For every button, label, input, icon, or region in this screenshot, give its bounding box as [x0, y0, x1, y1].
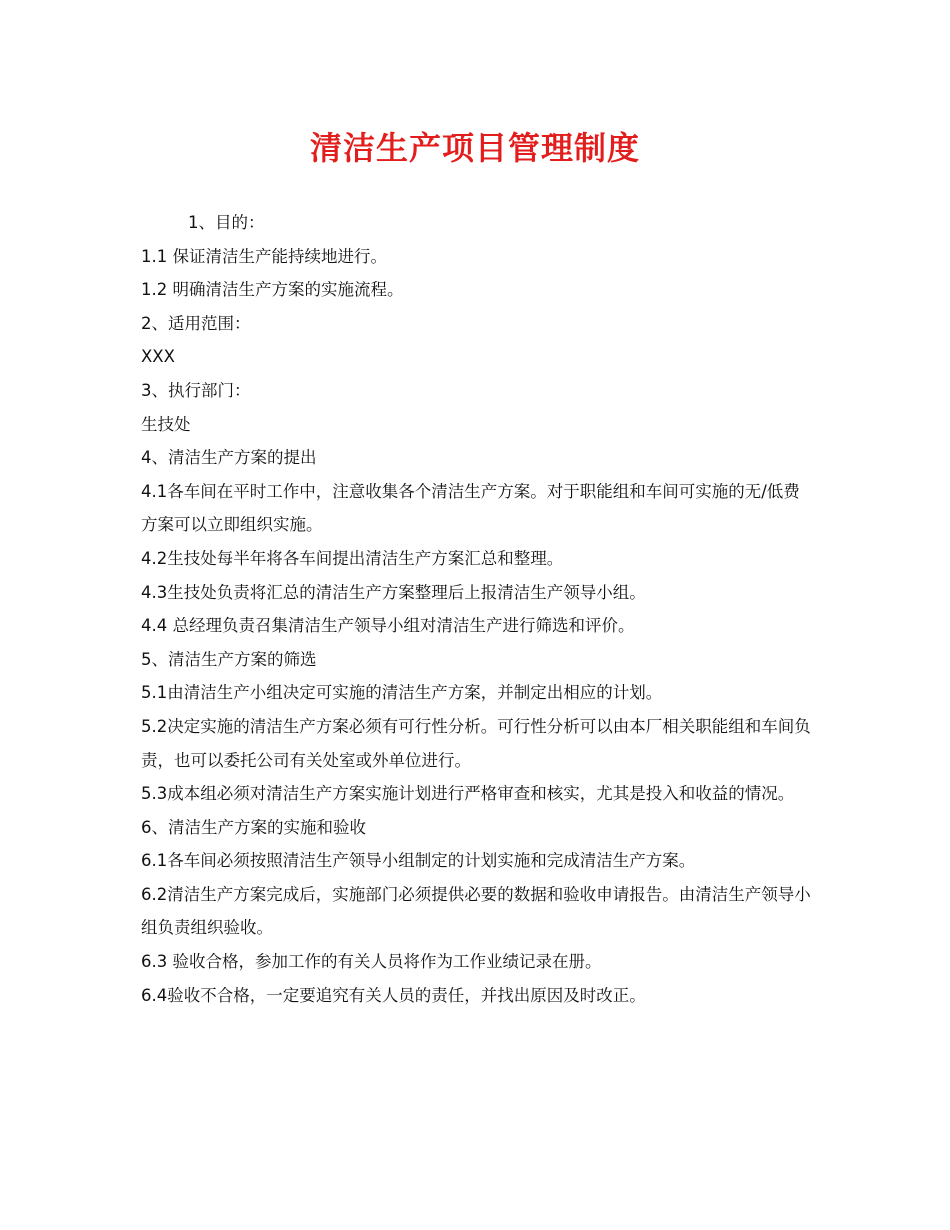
paragraph-5-1: 5.1由清洁生产小组决定可实施的清洁生产方案，并制定出相应的计划。 — [141, 683, 663, 703]
paragraph-scope-value: XXX — [141, 347, 175, 367]
section-heading-proposal: 4、清洁生产方案的提出 — [141, 448, 317, 468]
paragraph-4-4: 4.4 总经理负责召集清洁生产领导小组对清洁生产进行筛选和评价。 — [141, 616, 635, 636]
section-heading-screening: 5、清洁生产方案的筛选 — [141, 649, 317, 669]
paragraph-6-2: 6.2清洁生产方案完成后，实施部门必须提供必要的数据和验收申请报告。由清洁生产领导小组负责组织验收。 — [141, 884, 811, 938]
document-title: 清洁生产项目管理制度 — [309, 129, 640, 167]
paragraph-5-2: 5.2决定实施的清洁生产方案必须有可行性分析。可行性分析可以由本厂相关职能组和车间负责，也可以委托公司有关处室或外单位进行。 — [141, 716, 811, 770]
section-heading-purpose: 1、目的： — [188, 213, 265, 232]
paragraph-1-1: 1.1 保证清洁生产能持续地进行。 — [141, 246, 387, 266]
paragraph-6-4: 6.4验收不合格，一定要追究有关人员的责任，并找出原因及时改正。 — [141, 985, 646, 1005]
paragraph-1-2: 1.2 明确清洁生产方案的实施流程。 — [141, 280, 404, 300]
paragraph-4-2: 4.2生技处每半年将各车间提出清洁生产方案汇总和整理。 — [141, 548, 564, 568]
paragraph-4-3: 4.3生技处负责将汇总的清洁生产方案整理后上报清洁生产领导小组。 — [141, 582, 646, 602]
paragraph-department-value: 生技处 — [141, 414, 191, 434]
document-body — [141, 206, 813, 1012]
section-heading-scope: 2、适用范围： — [141, 313, 251, 333]
section-heading-implementation: 6、清洁生产方案的实施和验收 — [141, 817, 366, 837]
paragraph-4-1: 4.1各车间在平时工作中，注意收集各个清洁生产方案。对于职能组和车间可实施的无/低费方案可以立即组织实施。 — [141, 481, 800, 535]
paragraph-6-1: 6.1各车间必须按照清洁生产领导小组制定的计划实施和完成清洁生产方案。 — [141, 851, 696, 871]
paragraph-6-3: 6.3 验收合格，参加工作的有关人员将作为工作业绩记录在册。 — [141, 952, 602, 972]
paragraph-5-3: 5.3成本组必须对清洁生产方案实施计划进行严格审查和核实，尤其是投入和收益的情况。 — [141, 784, 795, 804]
section-heading-department: 3、执行部门： — [141, 380, 251, 400]
